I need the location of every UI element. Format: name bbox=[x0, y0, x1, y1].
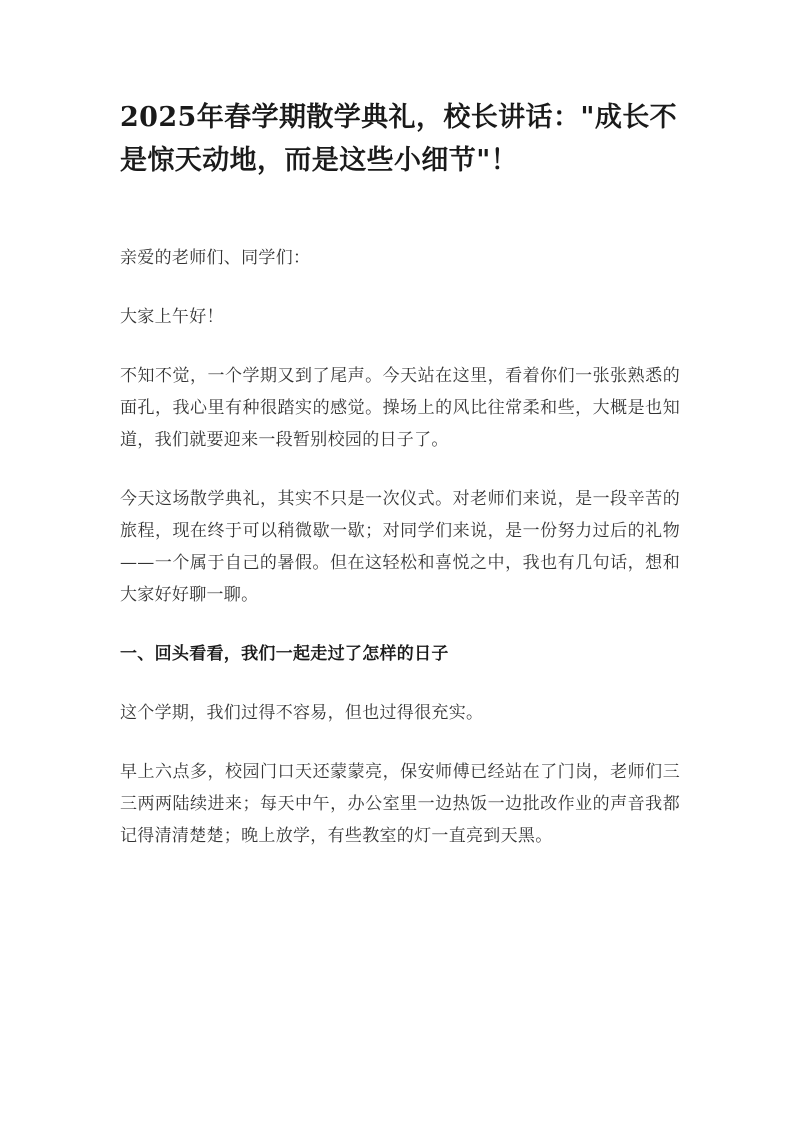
document-content bbox=[120, 96, 680, 879]
document-title: 2025年春学期散学典礼，校长讲话："成长不是惊天动地，而是这些小细节"！ bbox=[120, 102, 678, 176]
section-heading-1: 一、回头看看，我们一起走过了怎样的日子 bbox=[120, 644, 449, 664]
greeting-line: 亲爱的老师们、同学们： bbox=[120, 248, 311, 268]
section-1-paragraph-2: 早上六点多，校园门口天还蒙蒙亮，保安师傅已经站在了门岗，老师们三三两两陆续进来；每天中午，办公室里一边热饭一边批改作业的声音我都记得清清楚楚；晚上放学，有些教室的灯一直亮到天黑。 bbox=[120, 762, 680, 846]
section-1-paragraph-1: 这个学期，我们过得不容易，但也过得很充实。 bbox=[120, 703, 484, 723]
intro-paragraph-1: 不知不觉，一个学期又到了尾声。今天站在这里，看着你们一张张熟悉的面孔，我心里有种很踏实的感觉。操场上的风比往常柔和些，大概是也知道，我们就要迎来一段暂别校园的日子了。 bbox=[120, 366, 680, 450]
salutation-line: 大家上午好！ bbox=[120, 307, 224, 327]
document-body bbox=[120, 242, 680, 852]
intro-paragraph-2: 今天这场散学典礼，其实不只是一次仪式。对老师们来说，是一段辛苦的旅程，现在终于可以稍微歇一歇；对同学们来说，是一份努力过后的礼物——一个属于自己的暑假。但在这轻松和喜悦之中，我也有几句话，想和大家好好聊一聊。 bbox=[120, 489, 680, 605]
